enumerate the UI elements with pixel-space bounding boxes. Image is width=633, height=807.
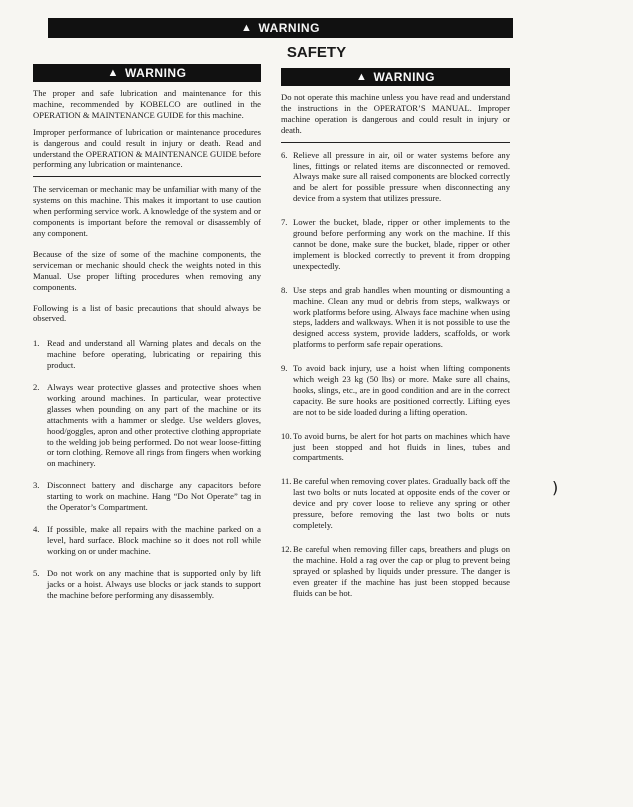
item-text: Always wear protective glasses and protective shoes when working around machines. In particular, wear protective glasses when pounding on any part of the machine or its attachments with a hammer or sledge. Use welders gloves, hood/goggles, apron and other protective clothing appropriate to the welding job being performed. Do not wear loose-fitting or torn clothing. Remove all rings from fingers when working on machinery.: [47, 382, 261, 469]
warning-triangle-icon: ▲: [241, 21, 253, 34]
left-warning-header: [33, 64, 261, 82]
operators-manual-paragraph: Do not operate this machine unless you have read and understand the instructions in the OPERATOR’S MANUAL. Improper machine operation is dangerous and could result in injury or death.: [281, 92, 510, 135]
list-item: [281, 150, 510, 205]
precautions-list-left: [33, 338, 261, 600]
page-title: SAFETY: [286, 44, 347, 61]
item-text: Do not work on any machine that is supported only by lift jacks or a hoist. Always use blocks or jack stands to support the machine before performing any disassembly.: [47, 567, 261, 600]
item-text: Use steps and grab handles when mounting or dismounting a machine. Clean any mud or debris from steps, walkways or work platforms before using. Always face machine when using steps, ladders and walkways. When it is not possible to use the designed access system, provide ladders, scaffolds, or work platforms to perform safe repair operations.: [293, 284, 510, 350]
right-column: [281, 64, 510, 611]
margin-mark: ): [552, 478, 559, 497]
item-text: To avoid back injury, use a hoist when lifting components which weigh 23 kg (50 lbs) or more. Make sure all chains, hooks, slings, etc., are in good condition and are in the correct capacity. Be sure hooks are positioned correctly. Lifting eyes are not to be side loaded during a lifting operation.: [293, 363, 510, 417]
section-divider: [281, 142, 510, 143]
item-number: 6.: [281, 149, 288, 160]
item-text: Be careful when removing filler caps, breathers and plugs on the machine. Hold a rag over the cap or plug to prevent being sprayed or splashed by liquids under pressure. The danger is even greater if the machine has just been stopped because fluids can be hot.: [293, 543, 510, 598]
list-item: [33, 382, 261, 469]
item-number: 1.: [33, 338, 40, 349]
left-warning-label: WARNING: [124, 66, 187, 80]
serviceman-paragraph: The serviceman or mechanic may be unfamiliar with many of the systems on this machine. This makes it important to use caution when performing service work. A knowledge of the system and or components is important before the removal or disassembly of any component.: [33, 184, 261, 238]
item-number: 10.: [281, 430, 292, 441]
improper-maintenance-paragraph: Improper performance of lubrication or maintenance procedures is dangerous and could result in injury or death. Read and understand the OPERATION & MAINTENANCE GUIDE before performing any lubrication or maintenance.: [33, 126, 261, 170]
item-number: 5.: [33, 567, 40, 578]
right-warning-label: WARNING: [373, 70, 435, 84]
list-item: [281, 431, 510, 464]
list-item: [281, 217, 510, 272]
component-weight-paragraph: Because of the size of some of the machine components, the serviceman or mechanic should check the weights noted in this Manual. Use proper lifting procedures when removing any components.: [33, 248, 261, 292]
right-warning-header: [281, 68, 510, 86]
item-text: Be careful when removing cover plates. Gradually back off the last two bolts or nuts located at opposite ends of the cover or device and pry cover loose to relieve any spring or other pressure, before removing the last two bolts or nuts completely.: [293, 476, 510, 530]
warning-triangle-icon: ▲: [356, 70, 368, 83]
list-item: [33, 338, 261, 371]
item-number: 2.: [33, 382, 40, 393]
left-column: [33, 64, 261, 611]
item-text: Read and understand all Warning plates and decals on the machine before operating, lubricating or repairing this product.: [47, 338, 261, 371]
top-warning-label: WARNING: [258, 21, 320, 35]
list-item: [33, 568, 261, 601]
item-number: 9.: [281, 363, 288, 374]
list-item: [281, 285, 510, 350]
list-item: [281, 544, 510, 599]
item-text: Relieve all pressure in air, oil or water systems before any lines, fittings or related items are disconnected or removed. Always make sure all raised components are blocked correctly and be alert for possible pressure when disconnecting any device from a system that utilizes pressure.: [293, 149, 510, 204]
item-number: 7.: [281, 217, 288, 228]
item-number: 11.: [281, 476, 292, 487]
item-text: Lower the bucket, blade, ripper or other implements to the ground before performing any work on the machine. If this cannot be done, make sure the bucket, blade, ripper or other implement is blocked correctly to prevent it from dropping unexpectedly.: [293, 217, 510, 271]
item-number: 12.: [281, 543, 292, 554]
warning-triangle-icon: ▲: [107, 66, 119, 79]
item-number: 8.: [281, 284, 288, 295]
item-number: 3.: [33, 480, 40, 491]
list-item: [33, 480, 261, 513]
item-number: 4.: [33, 524, 40, 534]
list-item: [281, 363, 510, 418]
section-divider: [33, 176, 261, 177]
precautions-intro-paragraph: Following is a list of basic precautions that should always be observed.: [33, 302, 261, 324]
item-text: Disconnect battery and discharge any capacitors before starting to work on machine. Hang “Do Not Operate” tag in the Operator’s Compartment.: [47, 480, 261, 513]
top-warning-banner: [48, 18, 513, 38]
list-item: [33, 524, 261, 557]
item-text: If possible, make all repairs with the machine parked on a level, hard surface. Block machine so it does not roll while working on or under machine.: [47, 524, 261, 556]
lubrication-guide-paragraph: The proper and safe lubrication and maintenance for this machine, recommended by KOBELCO are outlined in the OPERATION & MAINTENANCE GUIDE for this machine.: [33, 88, 261, 120]
list-item: [281, 476, 510, 531]
item-text: To avoid burns, be alert for hot parts on machines which have just been stopped and hot fluids in lines, tubes and compartments.: [293, 430, 510, 463]
precautions-list-right: [281, 150, 510, 599]
